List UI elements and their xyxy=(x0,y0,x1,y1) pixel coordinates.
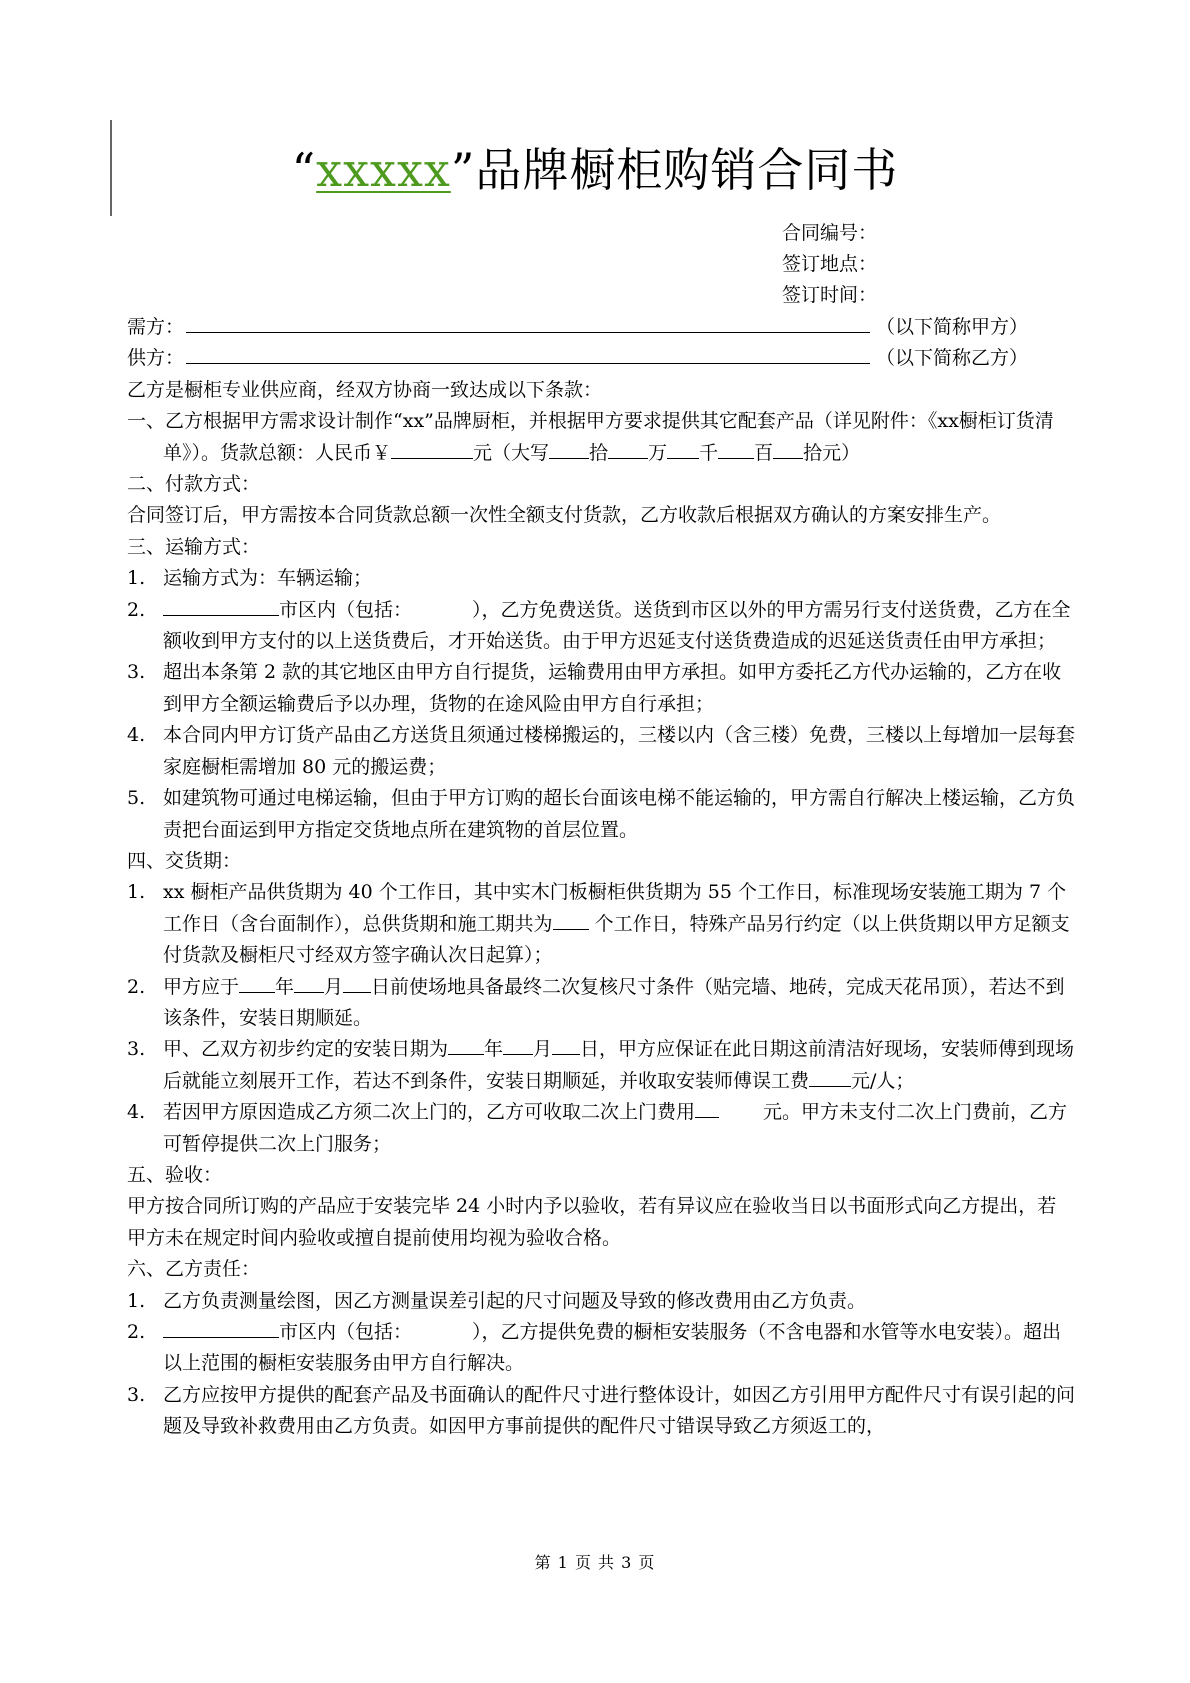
contract-number-label: 合同编号： xyxy=(782,222,878,244)
page-footer: 第 1 页 共 3 页 xyxy=(534,1553,656,1572)
list-item: 1. 运输方式为：车辆运输； xyxy=(127,567,373,590)
clause-5-text: 甲方按合同所订购的产品应于安装完毕 24 小时内予以验收，若有异议应在验收当日以书面形式向乙方提出，若甲方未在规定时间内验收或擅自提前使用均视为验收合格。 xyxy=(127,1195,1057,1249)
clause-6-title: 六、乙方责任： xyxy=(127,1258,261,1281)
sign-time-label: 签订时间： xyxy=(782,284,878,306)
intro-text: 乙方是橱柜专业供应商，经双方协商一致达成以下条款： xyxy=(127,378,603,401)
list-item: 3. 甲、乙双方初步约定的安装日期为 年 月 日，甲方应保证在此日期这前清洁好现场，安装师傅到现场后就能立刻展开工作，若达不到条件，安装日期顺延，并收取安装师傅误工费 元/人； xyxy=(127,1038,1075,1092)
buyer-note: （以下简称甲方） xyxy=(876,316,1029,338)
clause-1: 一、乙方根据甲方需求设计制作“xx”品牌厨柜，并根据甲方要求提供其它配套产品（详见附件：《xx橱柜订货清单》）。货款总额：人民币￥ 元（大写 拾 万 千 百 拾元） xyxy=(127,410,1054,464)
clause-2-text: 合同签订后，甲方需按本合同货款总额一次性全额支付货款，乙方收款后根据双方确认的方案安排生产。 xyxy=(127,504,1002,527)
seller-label: 供方： xyxy=(127,347,185,370)
buyer-blank xyxy=(186,314,870,333)
clause-4-title: 四、交货期： xyxy=(127,849,242,872)
clause-3-title: 三、运输方式： xyxy=(127,535,261,558)
list-item: 1. 乙方负责测量绘图，因乙方测量误差引起的尺寸问题及导致的修改费用由乙方负责。 xyxy=(127,1289,867,1312)
list-item: 2. 市区内（包括： ），乙方免费送货。送货到市区以外的甲方需另行支付送货费，乙方在全额收到甲方支付的以上送货费后，才开始送货。由于甲方迟延支付送货费造成的迟延送货责任由甲方承担； xyxy=(127,598,1071,653)
list-item: 4. 若因甲方原因造成乙方须二次上门的，乙方可收取二次上门费用 元。甲方未支付二次上门费前，乙方可暂停提供二次上门服务； xyxy=(127,1101,1068,1155)
list-item: 2. 市区内（包括： ），乙方提供免费的橱柜安装服务（不含电器和水管等水电安装）。超出以上范围的橱柜安装服务由甲方自行解决。 xyxy=(127,1321,1062,1375)
clause-2-title: 二、付款方式： xyxy=(127,473,261,496)
buyer-label: 需方： xyxy=(127,316,185,338)
document-title: “xxxxx”品牌橱柜购销合同书 xyxy=(291,143,899,197)
contract-meta xyxy=(782,218,877,311)
brand-placeholder: xxxxx xyxy=(316,143,451,197)
seller-blank xyxy=(186,345,870,364)
list-item: 1. xx 橱柜产品供货期为 40 个工作日，其中实木门板橱柜供货期为 55 个工作日，标准现场安装施工期为 7 个工作日（含台面制作），总供货期和施工期共为 个工作日，特殊产品另行约定（以上供货期以甲方足额支付货款及橱柜尺寸经双方签字确认次日起算）； xyxy=(127,881,1070,967)
contract-body xyxy=(127,312,1075,1443)
list-item: 3. 超出本条第 2 款的其它地区由甲方自行提货，运输费用由甲方承担。如甲方委托乙方代办运输的，乙方在收到甲方全额运输费后予以办理，货物的在途风险由甲方自行承担； xyxy=(127,661,1062,715)
buyer-row xyxy=(127,312,1075,343)
list-item: 2. 甲方应于 年 月 日前使场地具备最终二次复核尺寸条件（贴完墙、地砖，完成天花吊顶），若达不到该条件，安装日期顺延。 xyxy=(127,975,1065,1029)
seller-note: （以下简称乙方） xyxy=(876,347,1029,370)
sign-place-label: 签订地点： xyxy=(782,253,878,275)
list-item: 3. 乙方应按甲方提供的配套产品及书面确认的配件尺寸进行整体设计，如因乙方引用甲方配件尺寸有误引起的问题及导致补救费用由乙方负责。如因甲方事前提供的配件尺寸错误导致乙方须返工的， xyxy=(127,1383,1076,1438)
seller-row xyxy=(127,343,1075,374)
list-item: 5. 如建筑物可通过电梯运输，但由于甲方订购的超长台面该电梯不能运输的，甲方需自行解决上楼运输，乙方负责把台面运到甲方指定交货地点所在建筑物的首层位置。 xyxy=(127,787,1076,841)
clause-5-title: 五、验收： xyxy=(127,1163,223,1186)
list-item: 4. 本合同内甲方订货产品由乙方送货且须通过楼梯搬运的，三楼以内（含三楼）免费，三楼以上每增加一层每套家庭橱柜需增加 80 元的搬运费； xyxy=(127,724,1076,778)
